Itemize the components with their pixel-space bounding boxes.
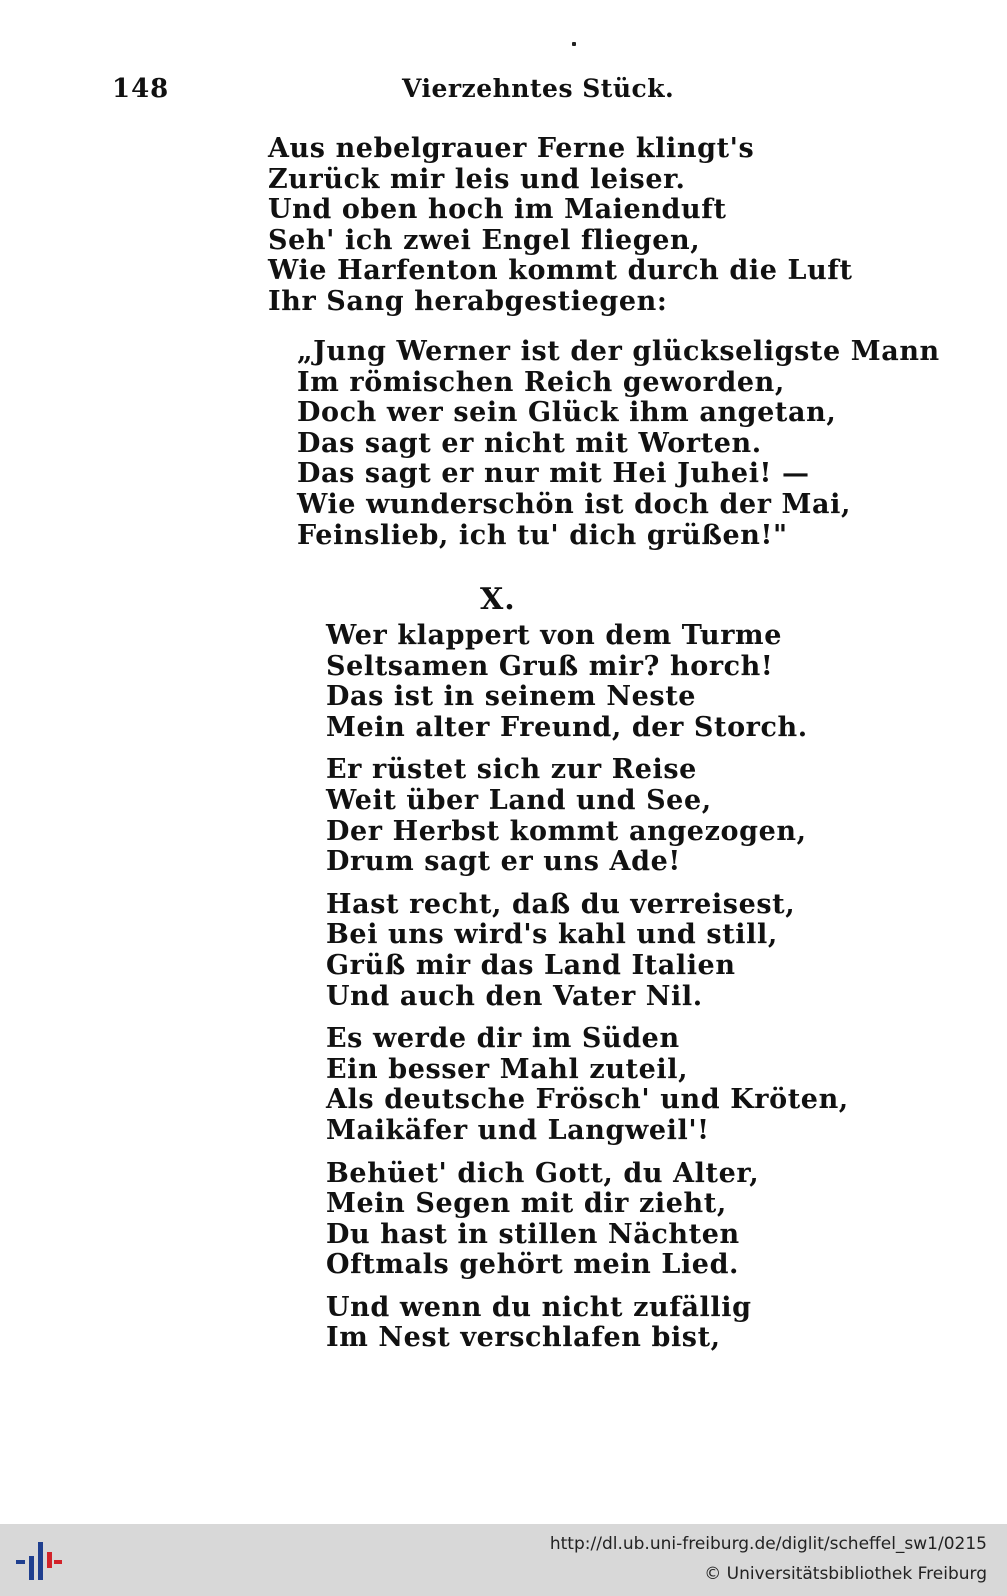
verse-line: Weit über Land und See, bbox=[326, 784, 712, 816]
verse-line: Im Nest verschlafen bist, bbox=[326, 1322, 721, 1354]
verse-line: Ein besser Mahl zuteil, bbox=[326, 1053, 689, 1085]
verse-line: Doch wer sein Glück ihm angetan, bbox=[297, 397, 837, 429]
poem-x-stanza-4 bbox=[326, 1024, 849, 1146]
verse-line: Das ist in seinem Neste bbox=[326, 681, 697, 713]
verse-line: Als deutsche Frösch' und Kröten, bbox=[326, 1084, 849, 1116]
verse-line: Mein Segen mit dir zieht, bbox=[326, 1188, 727, 1220]
stanza-2 bbox=[297, 337, 940, 551]
verse-line: Du hast in stillen Nächten bbox=[326, 1218, 740, 1250]
poem-x-stanza-1 bbox=[326, 621, 849, 743]
verse-line: Bei uns wird's kahl und still, bbox=[326, 919, 778, 951]
poem-x bbox=[326, 621, 849, 1366]
verse-line: Zurück mir leis und leiser. bbox=[268, 163, 686, 195]
verse-line: Der Herbst kommt angezogen, bbox=[326, 815, 807, 847]
stanza-1 bbox=[268, 134, 853, 318]
verse-line: Und auch den Vater Nil. bbox=[326, 980, 703, 1012]
verse-line: Und oben hoch im Maienduft bbox=[268, 194, 727, 226]
verse-line: Wer klappert von dem Turme bbox=[326, 620, 782, 651]
verse-line: Im römischen Reich geworden, bbox=[297, 366, 785, 398]
ub-freiburg-logo-icon[interactable] bbox=[14, 1538, 64, 1584]
verse-line: Seh' ich zwei Engel fliegen, bbox=[268, 224, 701, 256]
verse-line: Wie Harfenton kommt durch die Luft bbox=[268, 255, 853, 287]
page-number: 148 bbox=[112, 74, 170, 104]
scan-speck bbox=[572, 42, 576, 46]
running-head: Vierzehntes Stück. bbox=[402, 74, 675, 103]
permalink-url[interactable]: http://dl.ub.uni-freiburg.de/diglit/scheffel_sw1/0215 bbox=[549, 1534, 987, 1554]
footer-bar bbox=[0, 1524, 1007, 1596]
poem-x-stanza-3 bbox=[326, 890, 849, 1012]
verse-line: Wie wunderschön ist doch der Mai, bbox=[297, 488, 851, 520]
verse-line: Und wenn du nicht zufällig bbox=[326, 1291, 752, 1323]
verse-line: Mein alter Freund, der Storch. bbox=[326, 711, 808, 743]
verse-line: Aus nebelgrauer Ferne klingt's bbox=[268, 133, 755, 164]
poem-x-stanza-5 bbox=[326, 1159, 849, 1281]
verse-line: Seltsamen Gruß mir? horch! bbox=[326, 650, 774, 682]
verse-line: Hast recht, daß du verreisest, bbox=[326, 888, 796, 920]
verse-line: Das sagt er nicht mit Worten. bbox=[297, 427, 762, 459]
verse-line: Behüet' dich Gott, du Alter, bbox=[326, 1157, 760, 1189]
section-number: X. bbox=[480, 582, 516, 617]
verse-line: Das sagt er nur mit Hei Juhei! — bbox=[297, 458, 810, 490]
verse-line: Es werde dir im Süden bbox=[326, 1023, 680, 1055]
verse-line: Ihr Sang herabgestiegen: bbox=[268, 285, 668, 317]
poem-x-stanza-6 bbox=[326, 1293, 849, 1354]
verse-line: „Jung Werner ist der glückseligste Mann bbox=[297, 336, 940, 367]
verse-line: Oftmals gehört mein Lied. bbox=[326, 1249, 740, 1281]
verse-line: Maikäfer und Langweil'! bbox=[326, 1114, 710, 1146]
verse-line: Feinslieb, ich tu' dich grüßen!" bbox=[297, 519, 788, 551]
verse-line: Drum sagt er uns Ade! bbox=[326, 846, 681, 878]
poem-x-stanza-2 bbox=[326, 755, 849, 877]
verse-line: Grüß mir das Land Italien bbox=[326, 949, 736, 981]
copyright-notice: © Universitätsbibliothek Freiburg bbox=[704, 1564, 987, 1584]
verse-line: Er rüstet sich zur Reise bbox=[326, 754, 697, 786]
